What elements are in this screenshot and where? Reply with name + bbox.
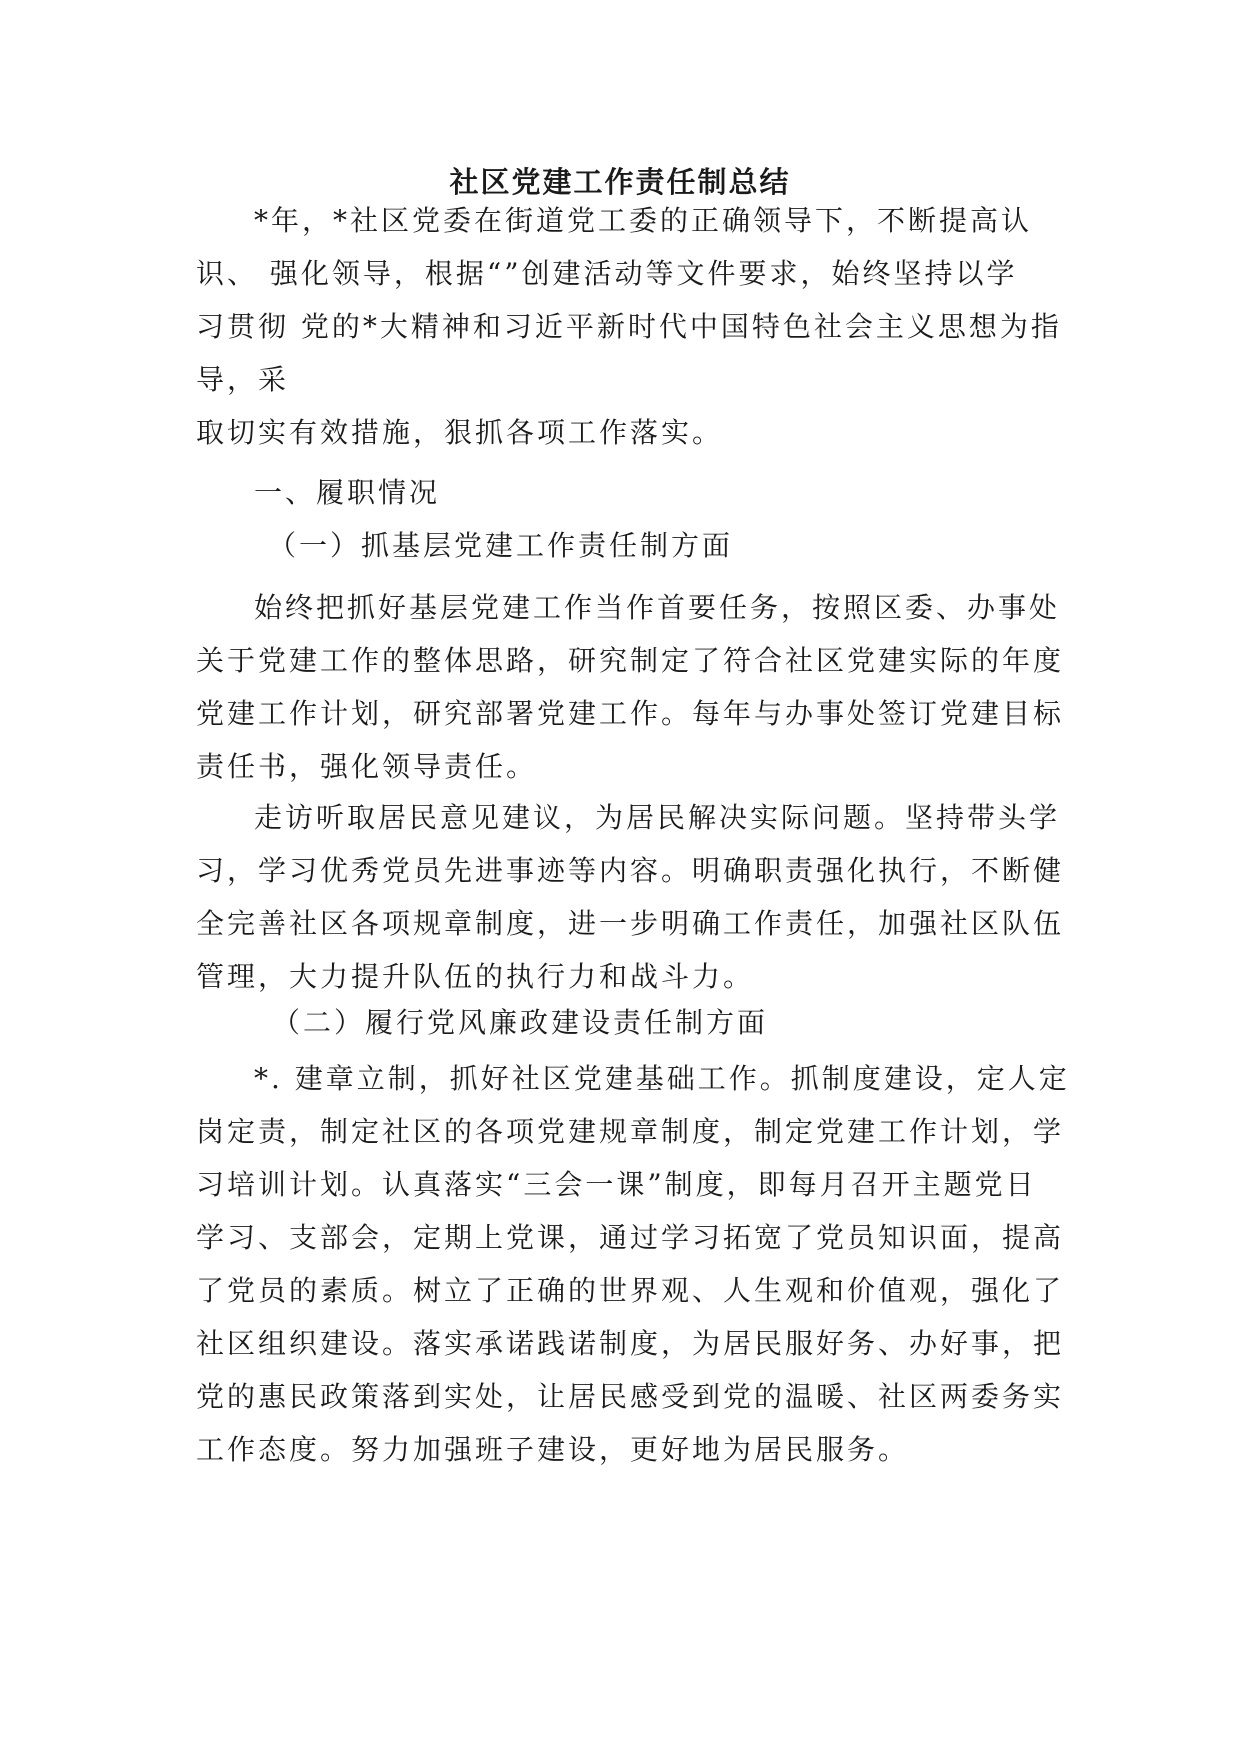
paragraph-3-line-4: 学习、支部会，定期上党课，通过学习拓宽了党员知识面，提高	[196, 1221, 1065, 1254]
section-1-heading	[196, 466, 1056, 519]
intro-line-4: 导，采	[196, 363, 290, 396]
paragraph-2-line-1: 走访听取居民意见建议，为居民解决实际问题。坚持带头学	[254, 801, 1061, 834]
paragraph-2-line-2: 习，学习优秀党员先进事迹等内容。明确职责强化执行，不断健	[196, 854, 1065, 887]
subsection-1-heading	[196, 519, 1056, 572]
paragraph-3-line-3: 习培训计划。认真落实“三会一课”制度，即每月召开主题党日	[196, 1168, 1037, 1201]
paragraph-1-line-4: 责任书，强化领导责任。	[196, 750, 538, 783]
intro-line-1: *年，*社区党委在街道党工委的正确领导下，不断提高认	[254, 204, 1033, 237]
paragraph-3-line-6: 社区组织建设。落实承诺践诺制度，为居民服好务、办好事，把	[196, 1327, 1065, 1360]
paragraph-1	[196, 581, 1065, 793]
subsection-1-heading-text: （一）抓基层党建工作责任制方面	[268, 529, 734, 562]
section-1-heading-text: 一、履职情况	[254, 476, 441, 509]
subsection-2-heading	[196, 996, 1056, 1049]
paragraph-3-line-1: *. 建章立制，抓好社区党建基础工作。抓制度建设，定人定	[254, 1062, 1070, 1095]
paragraph-1-line-2: 关于党建工作的整体思路，研究制定了符合社区党建实际的年度	[196, 644, 1065, 677]
document-title: 社区党建工作责任制总结	[449, 165, 791, 199]
paragraph-2	[196, 791, 1065, 1003]
subsection-2-heading-text: （二）履行党风廉政建设责任制方面	[272, 1006, 769, 1039]
intro-line-5: 取切实有效措施，狠抓各项工作落实。	[196, 416, 724, 449]
intro-line-3: 习贯彻 党的*大精神和习近平新时代中国特色社会主义思想为指	[196, 310, 1062, 343]
paragraph-3-line-2: 岗定责，制定社区的各项党建规章制度，制定党建工作计划，学	[196, 1115, 1065, 1148]
paragraph-3-line-7: 党的惠民政策落到实处，让居民感受到党的温暖、社区两委务实	[196, 1380, 1065, 1413]
paragraph-3-line-8: 工作态度。努力加强班子建设，更好地为居民服务。	[196, 1433, 910, 1466]
intro-paragraph	[196, 194, 1062, 459]
paragraph-3	[196, 1052, 1070, 1476]
paragraph-1-line-1: 始终把抓好基层党建工作当作首要任务，按照区委、办事处	[254, 591, 1061, 624]
paragraph-2-line-3: 全完善社区各项规章制度，进一步明确工作责任，加强社区队伍	[196, 907, 1065, 940]
paragraph-3-line-5: 了党员的素质。树立了正确的世界观、人生观和价值观，强化了	[196, 1274, 1065, 1307]
paragraph-2-line-4: 管理，大力提升队伍的执行力和战斗力。	[196, 960, 755, 993]
paragraph-1-line-3: 党建工作计划，研究部署党建工作。每年与办事处签订党建目标	[196, 697, 1065, 730]
intro-line-2: 识、 强化领导，根据“”创建活动等文件要求，始终坚持以学	[196, 257, 1018, 290]
